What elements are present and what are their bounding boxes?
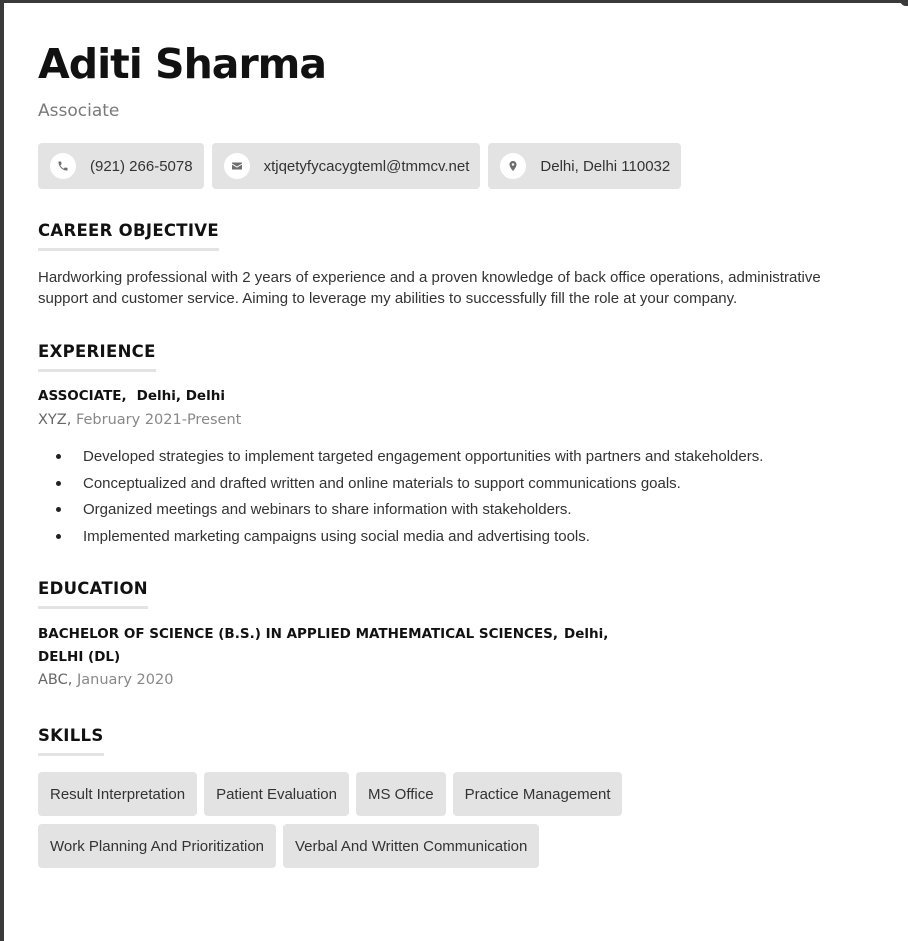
skill-chip: Practice Management <box>453 772 623 816</box>
job-bullets <box>54 446 763 553</box>
location-text: Delhi, Delhi 110032 <box>540 157 671 175</box>
phone-icon <box>50 153 76 179</box>
skill-chip: Patient Evaluation <box>204 772 349 816</box>
degree-title <box>38 623 638 669</box>
job-location: Delhi, Delhi <box>136 388 225 404</box>
phone-chip[interactable] <box>38 143 204 189</box>
map-pin-icon <box>500 153 526 179</box>
contact-bar <box>38 143 681 189</box>
window-corner <box>900 0 908 6</box>
skills-heading: SKILLS <box>38 726 104 756</box>
window-top-border <box>0 0 908 3</box>
education-meta <box>38 672 173 688</box>
skill-chip: Verbal And Written Communication <box>283 824 539 868</box>
job-dates: February 2021-Present <box>75 412 242 428</box>
experience-heading: EXPERIENCE <box>38 342 156 372</box>
job-meta <box>38 412 241 428</box>
school-name: ABC, <box>38 672 73 688</box>
email-chip[interactable] <box>212 143 481 189</box>
candidate-role: Associate <box>38 101 120 121</box>
list-item: Developed strategies to implement targeted engagement opportunities with partners and stakeholders. <box>54 446 763 473</box>
list-item: Conceptualized and drafted written and online materials to support communications goals. <box>54 473 763 500</box>
career-objective-text: Hardworking professional with 2 years of experience and a proven knowledge of back office operations, administrative support and customer service. Aiming to leverage my abilities to successfully fill the role at your company. <box>38 269 821 307</box>
skill-chip: Result Interpretation <box>38 772 197 816</box>
skill-chip: Work Planning And Prioritization <box>38 824 276 868</box>
graduation-date: January 2020 <box>76 672 174 688</box>
window-left-border <box>0 0 4 941</box>
list-item: Implemented marketing campaigns using social media and advertising tools. <box>54 526 763 553</box>
skill-chip: MS Office <box>356 772 446 816</box>
envelope-icon <box>224 153 250 179</box>
career-objective-heading: CAREER OBJECTIVE <box>38 221 219 251</box>
job-role: ASSOCIATE, <box>38 388 127 404</box>
degree-location: Delhi, DELHI (DL) <box>38 626 609 665</box>
job-title <box>38 388 225 404</box>
education-heading: EDUCATION <box>38 579 148 609</box>
email-text: xtjqetyfycacygteml@tmmcv.net <box>263 157 470 175</box>
candidate-name: Aditi Sharma <box>38 40 327 88</box>
skills-list <box>38 772 678 868</box>
location-chip[interactable] <box>488 143 681 189</box>
degree-name: BACHELOR OF SCIENCE (B.S.) IN APPLIED MATHEMATICAL SCIENCES, <box>38 626 559 642</box>
list-item: Organized meetings and webinars to share information with stakeholders. <box>54 499 763 526</box>
phone-text: (921) 266-5078 <box>90 157 193 175</box>
job-company: XYZ, <box>38 412 72 428</box>
